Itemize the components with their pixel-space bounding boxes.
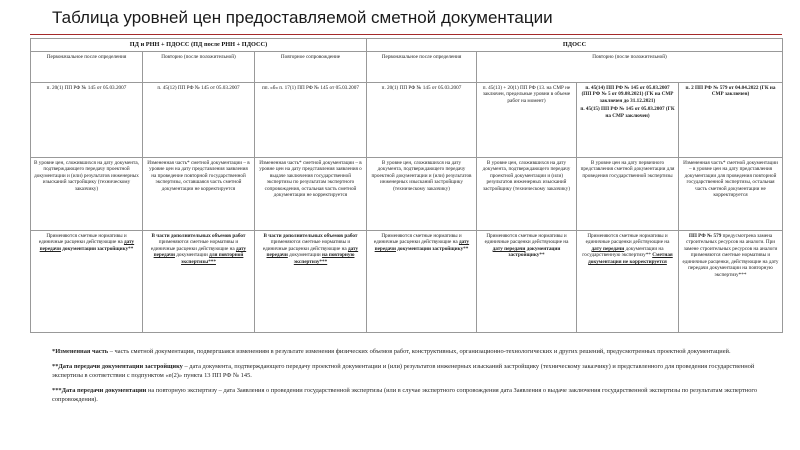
footnote-key: **Дата передачи документации застройщику xyxy=(52,362,183,370)
group-header-pd-rnn: ПД и РНН + ПДОСС (ПД после РНН + ПДОСС) xyxy=(31,39,367,52)
cell-norms xyxy=(31,230,143,332)
text-run: дату передачи xyxy=(492,245,526,252)
cell-regulation: пп. «б» п. 17(1) ПП РФ № 145 от 05.03.2007 xyxy=(255,82,367,157)
subheader-repeat-pdoss: Повторно (после положительной) xyxy=(477,51,783,82)
cell-price-level: В уровне цен на дату первичного представления сметной документации для проведения государственной экспертизы xyxy=(577,157,679,230)
text-run: дату передачи xyxy=(153,245,247,259)
cell-regulation-part: п. 45(15) ПП РФ № 145 от 05.03.2007 (ГК на СМР заключен) xyxy=(580,106,675,119)
text-run: применяются сметные нормативы и единичные расценки действующие на xyxy=(262,239,351,252)
subheader-row xyxy=(31,51,783,82)
text-run: документации xyxy=(287,252,322,259)
cell-regulation: п. 20(1) ПП РФ № 145 от 05.03.2007 xyxy=(367,82,477,157)
cell-norms xyxy=(679,230,783,332)
text-run: документации застройщику** xyxy=(60,245,134,252)
cell-norms xyxy=(577,230,679,332)
group-header-pdoss: ПДОСС xyxy=(367,39,783,52)
page-title: Таблица уровней цен предоставляемой сметной документации xyxy=(52,8,553,27)
footnote-text: на повторную экспертизу – дата Заявления о проведении государственной экспертизы (или в случае экспертного сопровождения дата Заявления о выдаче заключения государственной экспертизы по результатам экспертного сопровождения). xyxy=(52,386,758,404)
group-header-row xyxy=(31,39,783,52)
table-row-regulations xyxy=(31,82,783,157)
text-run: дату передачи xyxy=(39,239,135,252)
cell-regulation: п. 45(12) ПП РФ № 145 от 05.03.2007 xyxy=(143,82,255,157)
price-level-table xyxy=(30,38,783,333)
cell-regulation: п. 2 ПП РФ № 579 от 04.04.2022 (ГК на СМР заключен) xyxy=(679,82,783,157)
text-run: ПП РФ № 579 xyxy=(688,232,722,239)
text-run: документации застройщику** xyxy=(395,245,469,252)
text-run: для повторной экспертизы*** xyxy=(181,252,244,265)
subheader-initial: Первоначальное после определения xyxy=(31,51,143,82)
table-row-norms xyxy=(31,230,783,332)
table-row-price-level xyxy=(31,157,783,230)
text-run: Применяются сметные нормативы и единичные расценки действующие на xyxy=(585,232,670,246)
footnote-text: – часть сметной документации, подвергшаяся изменениям в результате изменения физических объемов работ, конструктивных, организационно-технологических и других решений, предусмотренных проектной документацией. xyxy=(108,348,731,355)
cell-price-level: Измененная часть* сметной документации – в уровне цен на дату представления документации для проведения повторной государственной экспертизы, остальная часть сметной документации не корректируется xyxy=(679,157,783,230)
cell-norms xyxy=(367,230,477,332)
cell-price-level: Измененная часть* сметной документации – в уровне цен на дату представления заявления о выдаче заключения государственной экспертизы по результатам экспертного сопровождения, остальная часть сметной документации не корректируется xyxy=(255,157,367,230)
footnote-text: – дата документа, подтверждающего передачу проектной документации и (или) результатов инженерных изысканий застройщику (техническому заказчику) и представленного для проведения государственной экспертизы в соответствии с подпунктом «е(2)» пункта 13 ПП РФ № 145. xyxy=(52,362,755,380)
subheader-repeat-support: Повторное сопровождение xyxy=(255,51,367,82)
cell-price-level: В уровне цен, сложившихся на дату документа, подтверждающего передачу проектной документации и (или) результатов инженерных изысканий застройщику (техническому заказчику) xyxy=(31,157,143,230)
subheader-repeat: Повторно (после положительной) xyxy=(143,51,255,82)
cell-regulation-split xyxy=(577,82,679,157)
cell-norms xyxy=(255,230,367,332)
cell-norms xyxy=(477,230,577,332)
cell-norms xyxy=(143,230,255,332)
text-run: на повторную экспертизу*** xyxy=(293,252,355,265)
footnote xyxy=(52,347,772,357)
text-run: В части дополнительных объемов работ xyxy=(151,232,246,239)
text-run: дату передачи xyxy=(266,245,359,259)
cell-price-level: Измененная часть* сметной документации – в уровне цен на дату представления заявления на проведение повторной государственной экспертизы, оставшаяся часть сметной документации не корректируется xyxy=(143,157,255,230)
text-run: Применяются сметные нормативы и единичные расценки действующие на xyxy=(484,232,569,246)
text-run: документации на государственную экспертизу** xyxy=(582,245,664,259)
footnotes xyxy=(52,347,772,410)
text-run: дату передачи xyxy=(374,239,470,252)
footnote xyxy=(52,362,772,381)
text-run: предусмотрена замена строительных ресурсов на аналоги. При замене строительных ресурсов на аналоги применяются сметные нормативы и единичные расценки, действующие на дату передачи документации на повторную экспертизу*** xyxy=(682,232,779,278)
text-run: документации xyxy=(174,252,210,259)
text-run: Сметная документация не корректируется xyxy=(588,252,673,265)
cell-regulation: п. 20(1) ПП РФ № 145 от 05.03.2007 xyxy=(31,82,143,157)
text-run: дату передачи xyxy=(591,245,625,252)
cell-price-level: В уровне цен, сложившихся на дату документа, подтверждающего передачу проектной документации и (или) результатов инженерных изысканий застройщику (техническому заказчику) xyxy=(477,157,577,230)
title-divider xyxy=(30,34,782,35)
cell-regulation: п. 45(13) + 20(1) ПП РФ (13. на СМР не заключен, предельные уровни в объеме работ на момент) xyxy=(477,82,577,157)
footnote-key: ***Дата передачи документации xyxy=(52,386,147,394)
text-run: Применяются сметные нормативы и единичные расценки действующие на xyxy=(373,232,462,246)
footnote-key: *Измененная часть xyxy=(52,348,109,355)
footnote xyxy=(52,386,772,405)
subheader-initial-pdoss: Первоначальное после определения xyxy=(367,51,477,82)
cell-price-level: В уровне цен, сложившихся на дату документа, подтверждающего передачу проектной документации и (или) результатов инженерных изысканий застройщику (техническому заказчику) xyxy=(367,157,477,230)
text-run: В части дополнительных объемов работ xyxy=(263,232,358,239)
text-run: документации застройщику** xyxy=(508,245,561,259)
cell-regulation-part: п. 45(14) ПП РФ № 145 от 05.03.2007 (ПП РФ № 5 от 09.08.2021) (ГК на СМР заключен до 31.12.2021) xyxy=(581,84,674,104)
text-run: Применяются сметные нормативы и единичные расценки действующие на xyxy=(38,232,127,246)
text-run: применяются сметные нормативы и единичные расценки действующие на xyxy=(150,239,239,252)
